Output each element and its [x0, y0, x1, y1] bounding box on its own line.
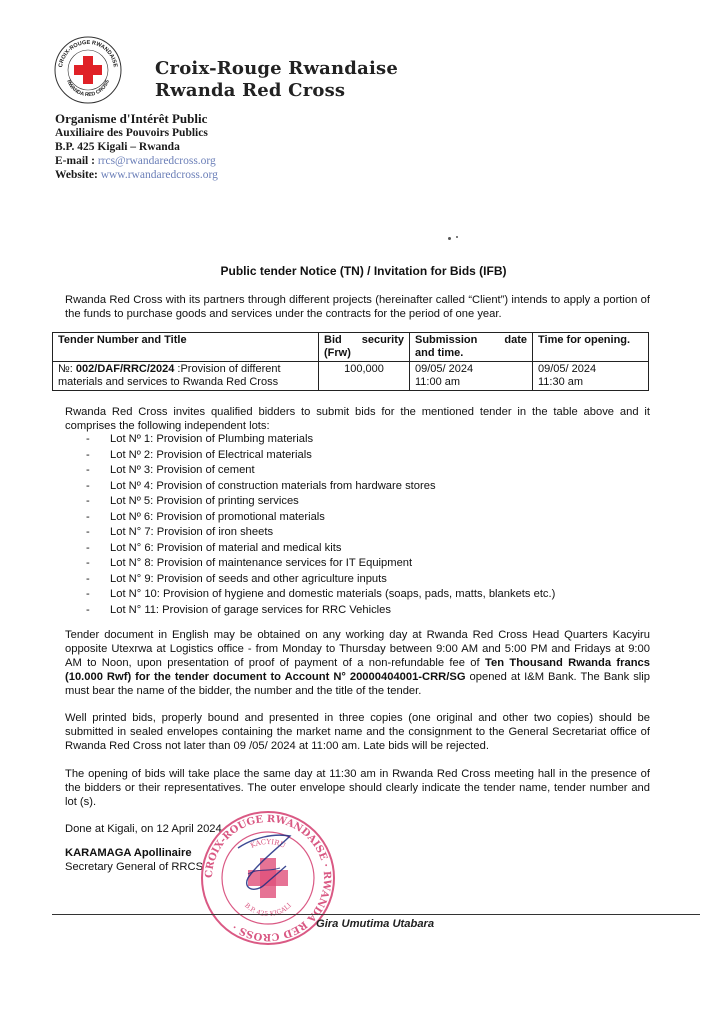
website-label: Website: — [55, 169, 101, 181]
footer-divider — [52, 914, 700, 915]
stamp-inner-bottom: B.P. 425 KIGALI — [243, 901, 293, 919]
signatory-name: KARAMAGA Apollinaire — [65, 847, 192, 859]
signatory-block — [65, 846, 203, 874]
org-name-french: Croix-Rouge Rwandaise — [155, 58, 398, 79]
notice-title: Public tender Notice (TN) / Invitation for Bids (IFB) — [220, 264, 507, 278]
email-label: E-mail : — [55, 155, 98, 167]
tender-title: :Provision of different materials and services to Rwanda Red Cross — [58, 363, 281, 388]
list-item: - Lot Nº 4: Provision of construction materials from hardware stores — [86, 479, 555, 495]
email-link[interactable]: rrcs@rwandaredcross.org — [97, 155, 216, 167]
speck-mark — [456, 236, 458, 238]
bids-submission-paragraph: Well printed bids, properly bound and presented in three copies (one original and other two copies) should be submitted in sealed envelopes containing the market name and the consignment to the General Secretariat office of Rwanda Red Cross not later than 09 /05/ 2024 at 11:00 am. Late bids will be rejected. — [65, 712, 650, 752]
table-row — [53, 362, 649, 391]
red-cross-logo — [52, 34, 124, 106]
list-item: - Lot Nº 5: Provision of printing services — [86, 494, 555, 510]
organization-info — [55, 111, 218, 182]
org-name-english: Rwanda Red Cross — [155, 80, 346, 101]
intro-paragraph: Rwanda Red Cross with its partners through different projects (hereinafter called “Client”) intends to apply a portion of the funds to purchase goods and services under the contracts for the period of one year. — [65, 294, 650, 320]
submission-date-time: 09/05/ 2024 11:00 am — [410, 362, 533, 391]
list-item: - Lot N° 8: Provision of maintenance services for IT Equipment — [86, 556, 555, 572]
lots-list — [86, 432, 555, 618]
list-item: - Lot N° 10: Provision of hygiene and domestic materials (soaps, pads, matts, blankets etc.) — [86, 587, 555, 603]
stamp-inner-top: KACYIRU — [249, 837, 287, 850]
speck-mark — [448, 237, 451, 240]
lots-intro-paragraph: Rwanda Red Cross invites qualified bidders to submit bids for the mentioned tender in the table above and it comprises the following independent lots: — [65, 406, 650, 432]
bid-security-value: 100,000 — [319, 362, 410, 391]
tender-table — [52, 332, 649, 391]
tender-number-title: №: 002/DAF/RRC/2024 :Provision of different materials and services to Rwanda Red Cross — [53, 362, 319, 391]
list-item: - Lot Nº 6: Provision of promotional materials — [86, 510, 555, 526]
tender-document-paragraph: Tender document in English may be obtained on any working day at Rwanda Red Cross Head Quarters Kacyiru opposite Utexrwa at Logistics office - from Monday to Thursday between 9:00 AM and 5:00 PM and Fridays at 9:00 AM to Noon, upon presentation of proof of payment of a non-refundable fee of Ten Thousand Rwanda francs (10.000 Rwf) for the tender document to Account N° 20000404001-CRR/SG opened at I&M Bank. The Bank slip must bear the name of the bidder, the number and the title of the tender. — [65, 629, 650, 697]
list-item: - Lot N° 9: Provision of seeds and other agriculture inputs — [86, 572, 555, 588]
footer-motto: Gira Umutima Utabara — [316, 918, 435, 930]
opening-date-time: 09/05/ 2024 11:30 am — [533, 362, 649, 391]
place-date: Done at Kigali, on 12 April 2024 — [65, 823, 222, 835]
org-info-website — [55, 168, 218, 182]
header-submission: Submission date and time. — [410, 333, 533, 362]
org-info-status: Organisme d'Intérêt Public — [55, 111, 208, 126]
organization-name — [155, 58, 398, 102]
list-item: - Lot Nº 1: Provision of Plumbing materials — [86, 432, 555, 448]
website-link[interactable]: www.rwandaredcross.org — [100, 169, 218, 181]
bids-opening-paragraph: The opening of bids will take place the same day at 11:30 am in Rwanda Red Cross meeting hall in the presence of the bidders or their representatives. The outer envelope should clearly indicate the tender name, tender number and lot (s). — [65, 768, 650, 808]
org-info-email — [55, 154, 218, 168]
list-item: - Lot Nº 3: Provision of cement — [86, 463, 555, 479]
table-header-row — [53, 333, 649, 362]
header-opening-time: Time for opening. — [533, 333, 649, 362]
logo-text-top: CROIX-ROUGE RWANDAISE — [58, 39, 118, 68]
header-bid-security: Bid security (Frw) — [319, 333, 410, 362]
list-item: - Lot Nº 2: Provision of Electrical materials — [86, 448, 555, 464]
list-item: - Lot N° 6: Provision of material and medical kits — [86, 541, 555, 557]
header-tender-number: Tender Number and Title — [53, 333, 319, 362]
org-info-auxiliary: Auxiliaire des Pouvoirs Publics — [55, 127, 208, 139]
svg-text:B.P. 425 KIGALI — [243, 901, 293, 918]
signatory-position: Secretary General of RRCS — [65, 861, 204, 873]
stamp-ring-text: CROIX-ROUGE RWANDAISE · RWANDA RED CROSS · — [203, 813, 333, 943]
list-item: - Lot N° 11: Provision of garage services for RRC Vehicles — [86, 603, 555, 619]
logo-text-bottom: RWANDA RED CROSS — [65, 79, 111, 99]
org-info-address: B.P. 425 Kigali – Rwanda — [55, 141, 180, 153]
list-item: - Lot N° 7: Provision of iron sheets — [86, 525, 555, 541]
tender-number: 002/DAF/RRC/2024 — [75, 363, 175, 375]
